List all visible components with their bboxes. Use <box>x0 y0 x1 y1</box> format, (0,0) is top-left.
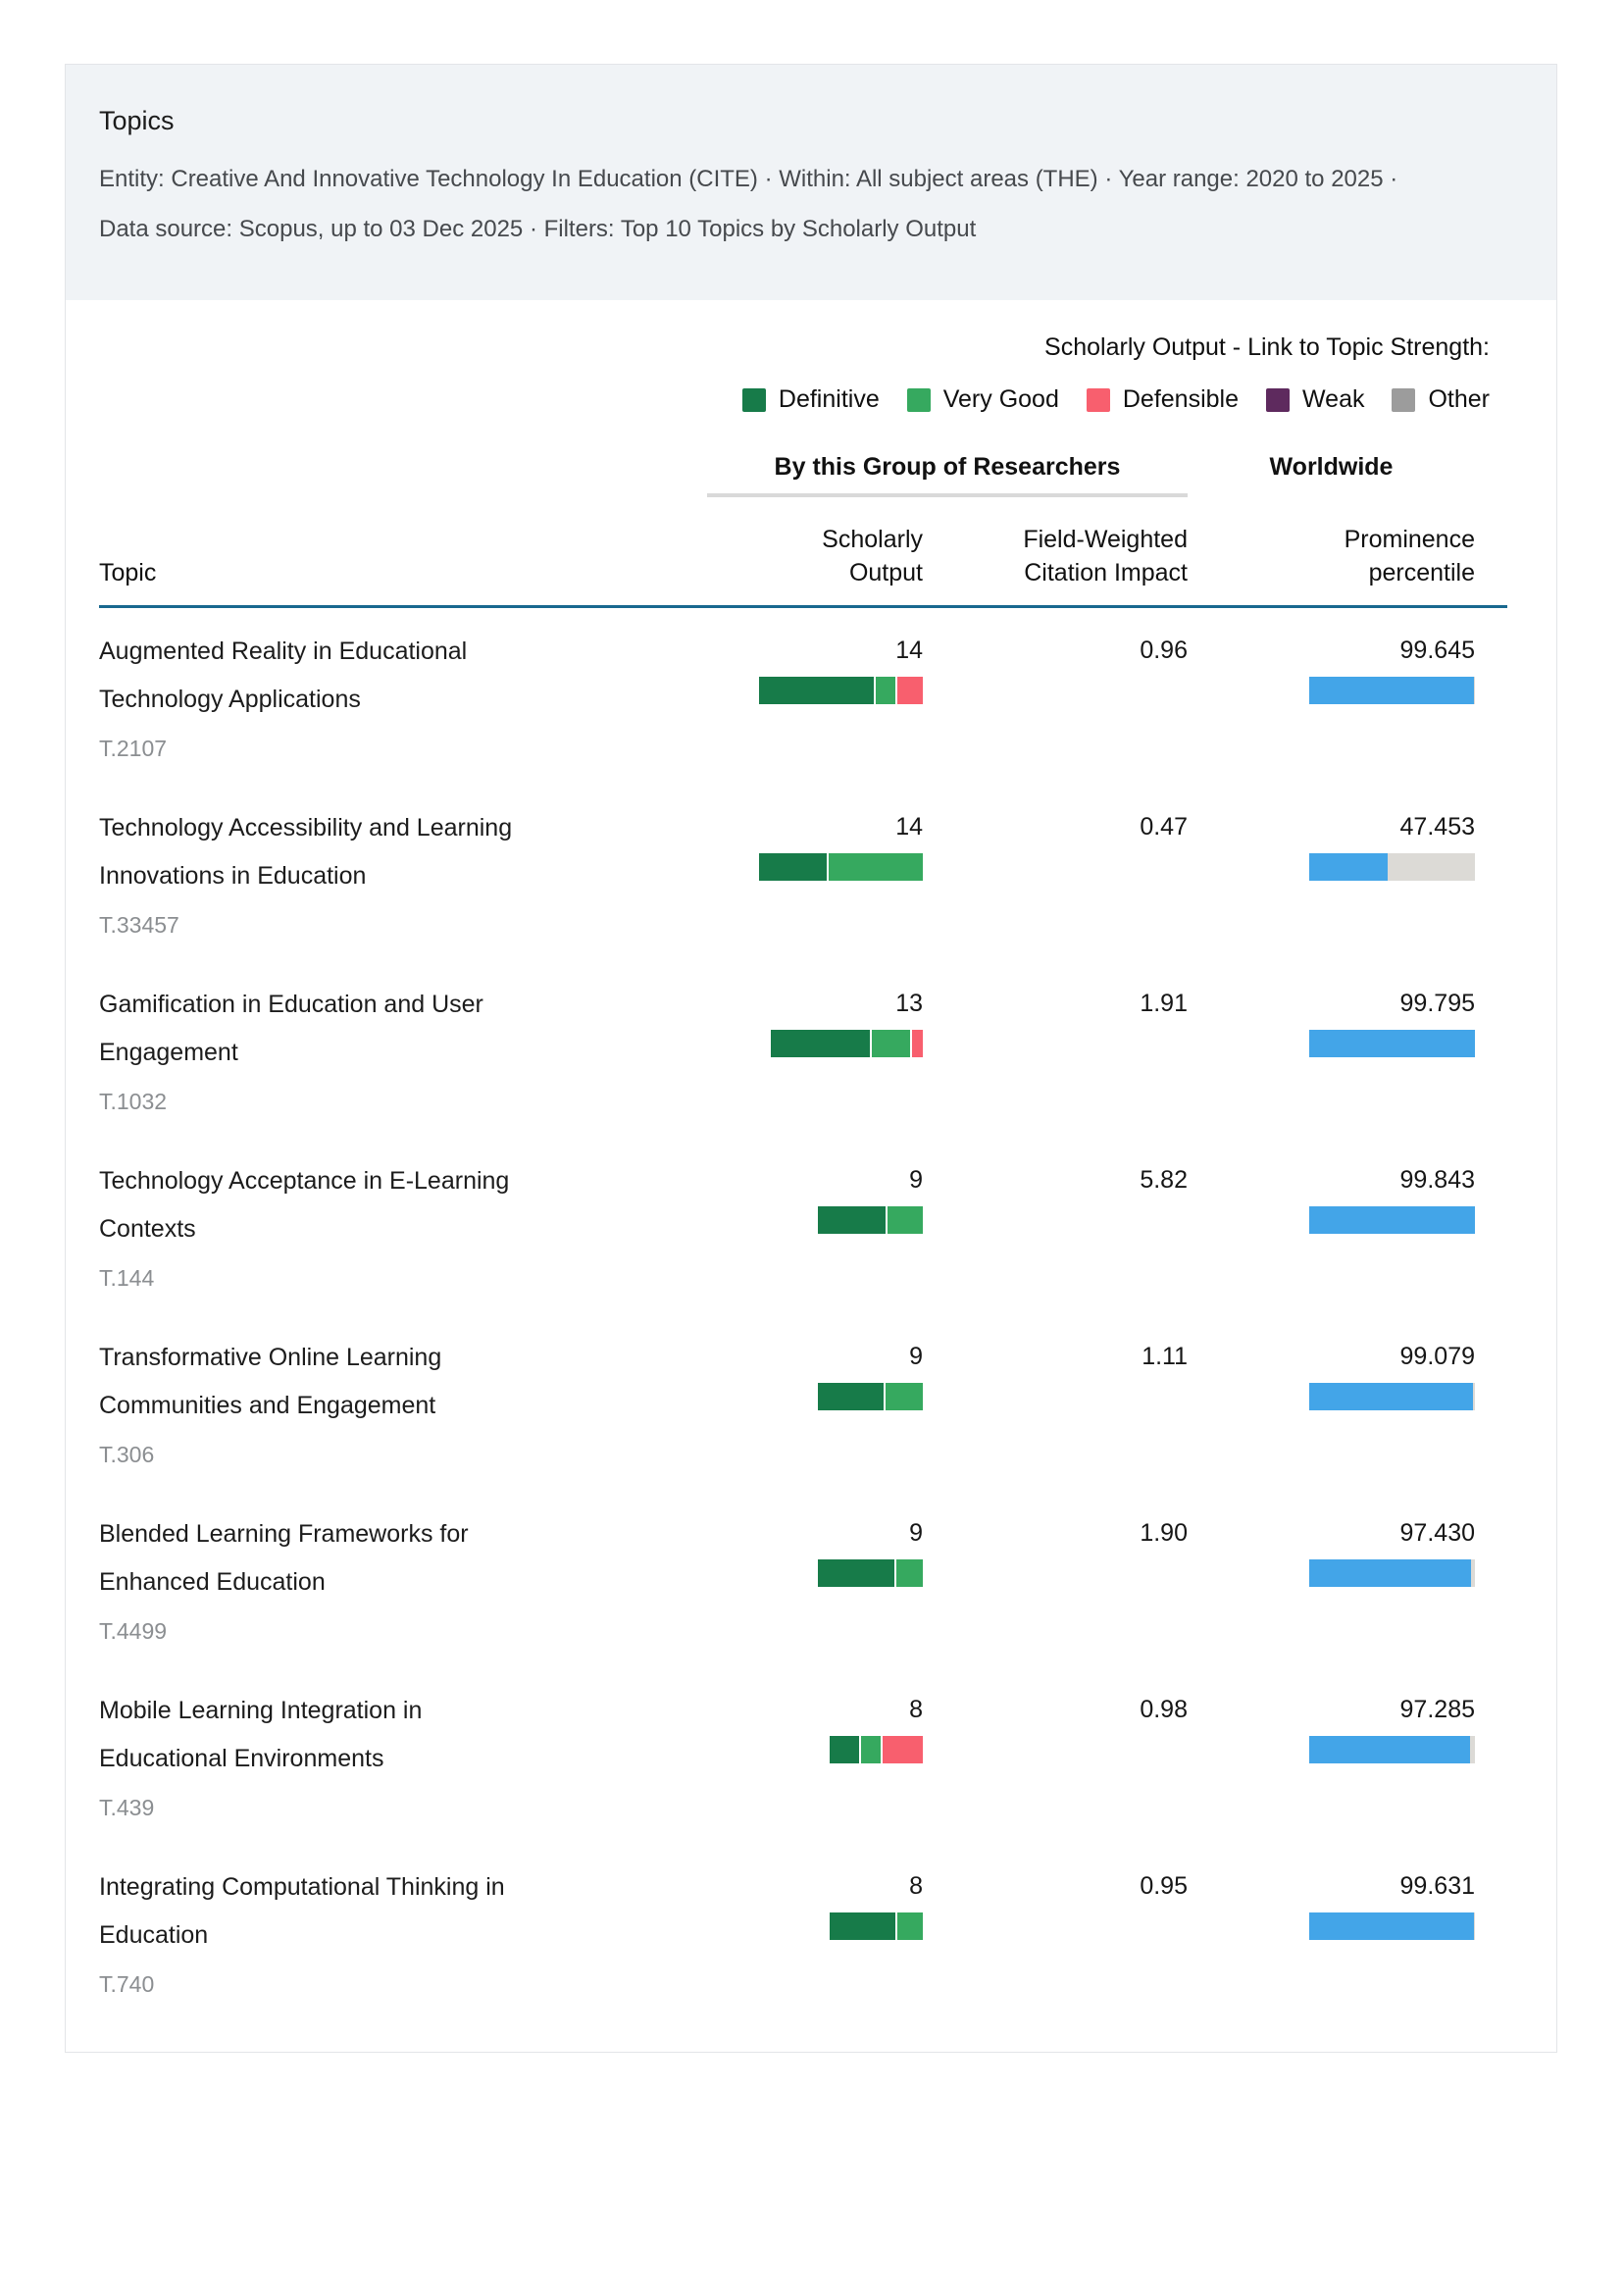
scholarly-output-value: 9 <box>909 1166 923 1194</box>
topic-id: T.144 <box>99 1265 155 1291</box>
prominence-bar <box>1309 1559 1475 1587</box>
output-bar-segment-very_good <box>861 1736 881 1763</box>
legend-title: Scholarly Output - Link to Topic Strength: <box>1044 333 1490 361</box>
scholarly-output-value: 8 <box>909 1696 923 1723</box>
column-header-prominence: Prominence percentile <box>1344 526 1475 586</box>
prominence-cell <box>1188 1157 1511 1314</box>
topic-id: T.439 <box>99 1795 155 1820</box>
report-body <box>66 333 1556 2020</box>
topic-title[interactable]: Mobile Learning Integration in Educational Environments <box>99 1697 423 1772</box>
topic-id: T.4499 <box>99 1618 168 1644</box>
topic-cell <box>99 804 707 961</box>
legend-label: Other <box>1428 385 1490 413</box>
legend-swatch-definitive <box>742 388 766 412</box>
scholarly-output-bar <box>759 677 923 704</box>
scholarly-output-value: 9 <box>909 1343 923 1370</box>
fwci-cell <box>923 981 1188 1138</box>
prominence-bar <box>1309 1912 1475 1940</box>
scholarly-output-value: 14 <box>895 813 923 841</box>
prominence-cell <box>1188 628 1511 785</box>
prominence-bar-fill <box>1309 677 1474 704</box>
output-bar-segment-defensible <box>912 1030 923 1057</box>
legend-swatch-weak <box>1266 388 1290 412</box>
topic-cell <box>99 1157 707 1314</box>
topic-id: T.2107 <box>99 736 168 761</box>
output-bar-segment-definitive <box>830 1736 859 1763</box>
legend-item-weak <box>1266 385 1364 414</box>
prominence-cell <box>1188 1510 1511 1667</box>
prominence-bar <box>1309 1383 1475 1410</box>
scholarly-output-bar <box>830 1736 923 1763</box>
topic-title[interactable]: Technology Acceptance in E-Learning Contexts <box>99 1167 510 1243</box>
legend-items <box>99 385 1490 414</box>
prominence-bar <box>1309 1206 1475 1234</box>
prominence-bar <box>1309 1030 1475 1057</box>
scholarly-output-value: 13 <box>895 990 923 1017</box>
group-header-researchers: By this Group of Researchers <box>707 453 1188 497</box>
scholarly-output-cell <box>707 1687 923 1844</box>
page-title: Topics <box>99 106 175 135</box>
topic-title[interactable]: Augmented Reality in Educational Technology Applications <box>99 637 468 713</box>
table-row <box>99 1138 1507 1314</box>
prominence-value: 99.843 <box>1399 1166 1475 1194</box>
table-row <box>99 785 1507 961</box>
legend-swatch-defensible <box>1087 388 1110 412</box>
prominence-bar <box>1309 677 1475 704</box>
fwci-cell <box>923 1334 1188 1491</box>
column-header-topic: Topic <box>99 559 157 586</box>
prominence-value: 99.645 <box>1399 637 1475 664</box>
table-row <box>99 1314 1507 1491</box>
output-bar-segment-very_good <box>876 677 895 704</box>
prominence-cell <box>1188 981 1511 1138</box>
prominence-cell <box>1188 1334 1511 1491</box>
legend-item-other <box>1392 385 1490 414</box>
scholarly-output-bar <box>830 1912 923 1940</box>
output-bar-segment-very_good <box>897 1912 923 1940</box>
output-bar-segment-very_good <box>829 853 923 881</box>
topic-title[interactable]: Technology Accessibility and Learning Innovations in Education <box>99 814 513 890</box>
scholarly-output-bar <box>818 1383 923 1410</box>
column-header-row <box>99 523 1507 589</box>
prominence-bar <box>1309 853 1475 881</box>
fwci-cell <box>923 1157 1188 1314</box>
scholarly-output-cell <box>707 628 923 785</box>
output-bar-segment-very_good <box>888 1206 923 1234</box>
scholarly-output-cell <box>707 1510 923 1667</box>
fwci-value: 0.96 <box>1140 637 1188 664</box>
legend-item-defensible <box>1087 385 1239 414</box>
topic-cell <box>99 1334 707 1491</box>
prominence-value: 99.795 <box>1399 990 1475 1017</box>
fwci-cell <box>923 1863 1188 2020</box>
strength-legend <box>99 333 1507 414</box>
output-bar-segment-definitive <box>759 677 874 704</box>
scholarly-output-bar <box>818 1559 923 1587</box>
topic-id: T.1032 <box>99 1089 168 1114</box>
fwci-cell <box>923 804 1188 961</box>
output-bar-segment-definitive <box>818 1559 894 1587</box>
output-bar-segment-very_good <box>896 1559 923 1587</box>
table-row <box>99 608 1507 785</box>
scholarly-output-cell <box>707 804 923 961</box>
output-bar-segment-very_good <box>872 1030 910 1057</box>
table-row <box>99 961 1507 1138</box>
group-header-worldwide: Worldwide <box>1269 453 1394 481</box>
prominence-bar-fill <box>1309 1559 1471 1587</box>
topic-id: T.740 <box>99 1971 155 1997</box>
table-row <box>99 1844 1507 2020</box>
scholarly-output-value: 8 <box>909 1872 923 1900</box>
prominence-bar-fill <box>1309 1030 1475 1057</box>
fwci-value: 1.90 <box>1140 1519 1188 1547</box>
topic-title[interactable]: Gamification in Education and User Engagement <box>99 991 483 1066</box>
topic-cell <box>99 628 707 785</box>
fwci-value: 5.82 <box>1140 1166 1188 1194</box>
legend-label: Definitive <box>778 385 880 413</box>
scholarly-output-bar <box>771 1030 923 1057</box>
fwci-cell <box>923 1687 1188 1844</box>
legend-item-definitive <box>742 385 880 414</box>
report-header <box>66 65 1556 300</box>
topic-title[interactable]: Blended Learning Frameworks for Enhanced Education <box>99 1520 469 1596</box>
prominence-value: 47.453 <box>1399 813 1475 841</box>
legend-label: Weak <box>1302 385 1365 413</box>
prominence-bar <box>1309 1736 1475 1763</box>
column-header-scholarly-output: Scholarly Output <box>822 526 923 586</box>
prominence-value: 99.631 <box>1399 1872 1475 1900</box>
table-row <box>99 1491 1507 1667</box>
output-bar-segment-definitive <box>771 1030 870 1057</box>
fwci-value: 1.91 <box>1140 990 1188 1017</box>
report-subtitle: Entity: Creative And Innovative Technology In Education (CITE) · Within: All subject areas (THE) · Year range: 2020 to 2025 · Data source: Scopus, up to 03 Dec 2025 · Filters: Top 10 Topics by Scholarly Output <box>99 166 1398 242</box>
topic-id: T.33457 <box>99 912 179 938</box>
scholarly-output-value: 9 <box>909 1519 923 1547</box>
fwci-value: 0.95 <box>1140 1872 1188 1900</box>
output-bar-segment-very_good <box>886 1383 923 1410</box>
legend-swatch-other <box>1392 388 1415 412</box>
prominence-cell <box>1188 1687 1511 1844</box>
legend-label: Defensible <box>1122 385 1240 413</box>
prominence-value: 97.285 <box>1399 1696 1475 1723</box>
report-card <box>65 64 1557 2053</box>
prominence-bar-fill <box>1309 853 1388 881</box>
prominence-bar-fill <box>1309 1736 1470 1763</box>
topics-table <box>99 608 1507 2020</box>
output-bar-segment-defensible <box>897 677 923 704</box>
prominence-bar-fill <box>1309 1912 1474 1940</box>
topic-cell <box>99 981 707 1138</box>
prominence-value: 99.079 <box>1399 1343 1475 1370</box>
output-bar-segment-definitive <box>818 1206 886 1234</box>
fwci-value: 0.47 <box>1140 813 1188 841</box>
scholarly-output-cell <box>707 1334 923 1491</box>
legend-label: Very Good <box>942 385 1059 413</box>
output-bar-segment-defensible <box>883 1736 923 1763</box>
scholarly-output-bar <box>818 1206 923 1234</box>
scholarly-output-cell <box>707 1157 923 1314</box>
column-header-fwci: Field-Weighted Citation Impact <box>1023 526 1188 586</box>
output-bar-segment-definitive <box>830 1912 895 1940</box>
prominence-bar-fill <box>1309 1383 1473 1410</box>
output-bar-segment-definitive <box>818 1383 884 1410</box>
legend-swatch-very_good <box>907 388 931 412</box>
scholarly-output-cell <box>707 981 923 1138</box>
table-row <box>99 1667 1507 1844</box>
prominence-bar-fill <box>1309 1206 1475 1234</box>
output-bar-segment-definitive <box>759 853 827 881</box>
scholarly-output-value: 14 <box>895 637 923 664</box>
topic-title[interactable]: Transformative Online Learning Communities and Engagement <box>99 1344 442 1419</box>
group-header-row <box>99 453 1507 497</box>
prominence-cell <box>1188 1863 1511 2020</box>
topic-cell <box>99 1863 707 2020</box>
fwci-cell <box>923 628 1188 785</box>
scholarly-output-bar <box>759 853 923 881</box>
prominence-cell <box>1188 804 1511 961</box>
legend-item-very_good <box>907 385 1059 414</box>
scholarly-output-cell <box>707 1863 923 2020</box>
topic-title[interactable]: Integrating Computational Thinking in Education <box>99 1873 505 1949</box>
topic-cell <box>99 1510 707 1667</box>
fwci-value: 1.11 <box>1142 1343 1188 1370</box>
prominence-value: 97.430 <box>1399 1519 1475 1547</box>
fwci-value: 0.98 <box>1140 1696 1188 1723</box>
topic-cell <box>99 1687 707 1844</box>
fwci-cell <box>923 1510 1188 1667</box>
topic-id: T.306 <box>99 1442 155 1467</box>
